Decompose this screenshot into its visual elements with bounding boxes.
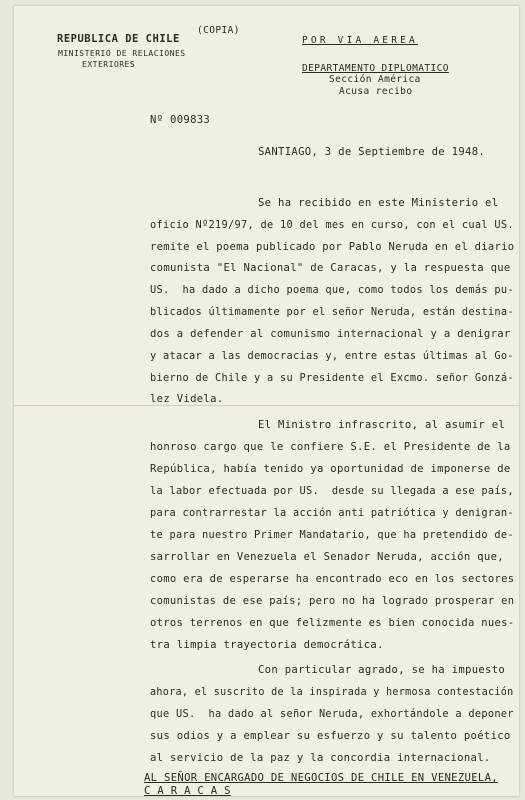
addressee-line: AL SEÑOR ENCARGADO DE NEGOCIOS DE CHILE EN VENEZUELA, [144, 772, 498, 784]
body-line: sus odios y a emplear su esfuerzo y su talento poético [150, 730, 511, 742]
date-line: SANTIAGO, 3 de Septiembre de 1948. [258, 146, 486, 158]
body-line: como era de esperarse ha encontrado eco en los sectores [150, 573, 515, 585]
letterhead-exteriores: EXTERIORES [82, 60, 136, 69]
body-line: blicados últimamente por el señor Neruda, están destina- [150, 306, 514, 318]
airmail-mark: POR VIA AEREA [302, 35, 418, 46]
letterhead-republic: REPUBLICA DE CHILE [57, 33, 180, 45]
section-line: Sección América [329, 74, 421, 85]
body-line: US. ha dado a dicho poema que, como todos los demás pu- [150, 284, 514, 296]
paper-fold [14, 405, 519, 406]
body-line: oficio Nº219/97, de 10 del mes en curso, con el cual US. [150, 219, 514, 231]
body-line: lez Videla. [150, 393, 224, 405]
body-line: que US. ha dado al señor Neruda, exhortándole a deponer [150, 708, 514, 720]
body-line: sarrollar en Venezuela el Senador Neruda, acción que, [150, 551, 504, 563]
addressee-city: C A R A C A S [144, 785, 231, 797]
body-line: ahora, el suscrito de la inspirada y hermosa contestación [150, 686, 514, 698]
body-line: y atacar a las democracias y, entre estas últimas al Go- [150, 350, 514, 362]
body-line: República, había tenido ya oportunidad de imponerse de [150, 463, 511, 475]
body-line: dos a defender al comunismo internacional y a denigrar [150, 328, 511, 340]
body-line: bierno de Chile y a su Presidente el Excmo. señor Gonzá- [150, 372, 514, 384]
receipt-line: Acusa recibo [339, 86, 413, 97]
body-line: comunista "El Nacional" de Caracas, y la respuesta que [150, 262, 511, 274]
body-line: El Ministro infrascrito, al asumir el [258, 419, 506, 431]
body-line: la labor efectuada por US. desde su llegada a ese país, [150, 485, 514, 497]
body-line: comunistas de ese país; pero no ha logrado prosperar en [150, 595, 515, 607]
reference-number: Nº 009833 [150, 114, 211, 126]
body-line: Con particular agrado, se ha impuesto [258, 664, 506, 676]
copy-mark: (COPIA) [197, 25, 240, 36]
letter-page [14, 6, 519, 796]
letterhead-ministry: MINISTERIO DE RELACIONES [58, 49, 186, 58]
body-line: al servicio de la paz y la concordia internacional. [150, 752, 491, 764]
body-line: Se ha recibido en este Ministerio el [258, 197, 499, 209]
body-line: para contrarrestar la acción anti patriótica y denigran- [150, 507, 514, 519]
department-line: DEPARTAMENTO DIPLOMATICO [302, 63, 449, 74]
body-line: honroso cargo que le confiere S.E. el Presidente de la [150, 441, 511, 453]
body-line: tra limpia trayectoria democrática. [150, 639, 384, 651]
body-line: otros terrenos en que felizmente es bien conocida nues- [150, 617, 515, 629]
body-line: te para nuestro Primer Mandatario, que ha pretendido de- [150, 529, 514, 541]
body-line: remite el poema publicado por Pablo Neruda en el diario [150, 241, 515, 253]
